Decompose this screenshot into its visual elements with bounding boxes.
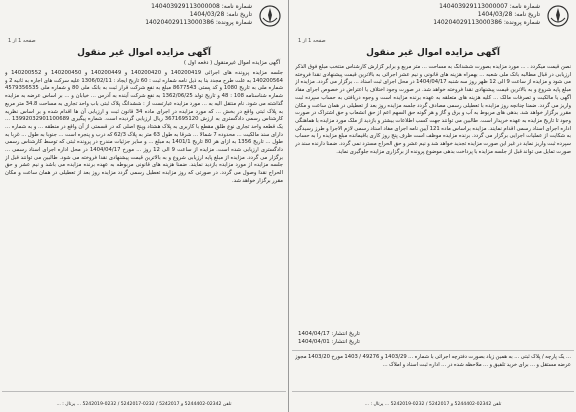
case-number: شماره پرونده: 140204029113000386 (433, 19, 540, 26)
letter-number: شماره نامه: 140403929113000007 (439, 3, 540, 10)
publish-date-1: تاریخ انتشار: 1404/04/17 (298, 331, 360, 337)
letter-number: شماره نامه: 140403929113000008 (151, 3, 252, 10)
emblem-icon (258, 3, 282, 29)
case-number: شماره پرونده: 140204029113000386 (145, 19, 252, 26)
letter-date: تاریخ نامه: 1404/03/28 (189, 11, 252, 18)
column-divider (288, 0, 289, 412)
publish-date-2: تاریخ انتشار: 1404/04/01 (298, 339, 360, 345)
footer-rule (292, 391, 574, 392)
page-label: صفحه 1 از 1 (298, 38, 326, 44)
notice-rule (292, 350, 574, 351)
notice-subtitle: آگهی مزایده اموال غیرمنقول ( دفعه اول ) (183, 60, 280, 66)
notice-body: جلسه مزایده پرونده های اجرائی 140200419 و 140200420 و 140200449 و 140200450 و 140200552 و 140200564 به علت طرح مجدد بنا به ذیل نامه شماره ثبت : 60 تاریخ ایجاد : 1306/02/11 علیه سرکت های اجاره به ثانیه 2 و شماره ملی به تاریخ 1080 و کد پستی 8677543 مبلغ به نفع شرکت قرار ثبت به بانک ملی 80 و شماره ملی 4579356535 شماره شناسنامه 108 : 48 و تاریخ تولد 1362/06/25 به نفع شرکت آینده به آدرس ... خیابان و ... بر اساس عرضه به مزایده گذاشته می شود. نام منتقل الیه به ... مورد مزایده عبارتست از : ششدانگ پلاک ثبتی باب واحد تجاری به مساحت 34.8 متر مربع به پلاک ثبتی واقع در بخش ... که مورد مزایده در اجرای ماده 34 قانون ثبت و ارزیابی آن ها اقدام شده و بر اساس نظریه کارشناس رسمی دادگستری به ارزش 3671695120 ریال ارزیابی گردیده است. شماره پیگیری 13992032901100689 ... یک قطعه واحد تجاری نوع طلق مقطع با کاربری به پلاک هشتاد وپنج اصلی که در قسمتی از آن واقع در منطقه ... و به شماره ... دارای سند مالکیت ... محدوده 7 شمالا ... شرقا به طول 63 متر به پلاک 62/3 که درب و پنجره است ... جنوبا به طول ... غربا به طول ... تاریخ 1356 به ازای هر 80 تاریخ 1401/1 به مبلغ ... و سایر جزئیات مندرج در پرونده ثبتی که توسط کارشناس رسمی دادگستری ارزیابی شده است. مزایده از ساعت 9 الی 12 روز ... مورخ 1404/04/17 در محل اداره اجرای اسناد رسمی ... برگزار می گردد. مزایده از مبلغ پایه ارزیابی شروع و به بالاترین قیمت پیشنهادی نقدا فروخته می شود. طالبین می توانند قبل از جلسه مزایده از مورد مزایده بازدید نمایند. ضمنا هزینه های قانونی مربوطه به عهده برنده مزایده می باشد و نیم عشر و حق الحراج نقدا وصول می گردد. در صورتی که روز مزایده تعطیل رسمی گردد مزایده روز بعد از تعطیلی در همان ساعت و مکان مقرر برگزار خواهد شد. (5, 70, 283, 184)
notice-body: نصن قیمت میگردد . ... مورد مزایده بصورت ششدانگ به مساحت ... متر مربع و برابر گزارش کارشناس منتخب مبلغ فوق الذکر ارزیابی در قبال مطالبه بانک ملی شعبه ... بهمراه هزینه های قانونی و نیم عشر اجرائی به بالاترین قیمت پیشنهادی نقدا فروخته می شود و مزایده از ساعت 9 الی 12 ظهر روز سه شنبه 1404/04/17 در محل اجرای ثبت اسناد ... برگزار می گردد. مزایده از مبلغ پایه شروع و به بالاترین قیمت پیشنهادی نقدا فروخته خواهد شد. در صورت وجود اختلاف یا اعتراض در خصوص اجرای مفاد آگهی یا مالکیت و تصرفات مالک ... کلیه هزینه های متعلقه به عهده برنده مزایده است و وجوه دریافتی به حساب سپرده ثبت واریز می گردد. ضمنا چنانچه روز مزایده با تعطیلی رسمی مصادف گردد جلسه مزایده روز بعد از تعطیلی در همان ساعت و مکان مقرر برگزار خواهد شد. بدهی های مربوط به آب و برق و گاز و هر گونه حق السهم اعم از حق انشعاب و حق اشتراک در صورت وجود تا تاریخ مزایده به عهده خریدار است. طالبین می توانند جهت کسب اطلاعات بیشتر و بازدید از ملک مورد مزایده با هماهنگی اداره اجرای اسناد رسمی اقدام نمایند. مزایده براساس ماده 121 آیین نامه اجرای مفاد اسناد رسمی لازم الاجرا و طرز رسیدگی به شکایت از عملیات اجرایی برگزار می گردد. برنده مزایده موظف است ظرف پنج روز کاری باقیمانده مبلغ مزایده را به حساب سپرده ثبت واریز نماید در غیر این صورت مزایده تجدید خواهد شد و نیم عشر و حق الحراج مسترد نمی گردد. ضمنا دارنده سند در صورت تمایل می تواند قبل از جلسه مزایده با پرداخت بدهی موضوع پرونده از برگزاری مزایده جلوگیری نماید. (295, 64, 571, 155)
letter-date: تاریخ نامه: 1404/03/28 (477, 11, 540, 18)
left-meta (145, 3, 252, 27)
emblem-icon (546, 3, 570, 29)
left-notice (2, 0, 286, 412)
footer-rule (2, 391, 286, 392)
extra-notice: ... یک پارچه / پلاک ثبتی ... به همین زیاد بصورت دفترچه اجرائی با شماره ... 1403/29 و 49276 / 1403 مورخ 1403/20 مجوز عرضه مستقل و ... برای خرید تلفیق و ... ملاحظه شده در ... اداره ثبت اسناد و املاک ... (295, 354, 571, 368)
right-meta (433, 3, 540, 27)
publish-dates (298, 330, 360, 346)
footer-contacts: تلفن 02342-5244402 و 5242017 / 0232-5242017 / 0232-5242019 ... پرتال : ... (56, 402, 232, 407)
notice-title: آگهی مزایده اموال غیر منقول (77, 48, 211, 58)
footer-contacts: تلفن 02342-5244402 و 5242017 / 0232-5242019 ... پرتال : ... (364, 402, 502, 407)
notice-title: آگهی مزایده اموال غیر منقول (366, 48, 500, 58)
page-label: صفحه 1 از 1 (8, 38, 36, 44)
right-notice (292, 0, 574, 412)
